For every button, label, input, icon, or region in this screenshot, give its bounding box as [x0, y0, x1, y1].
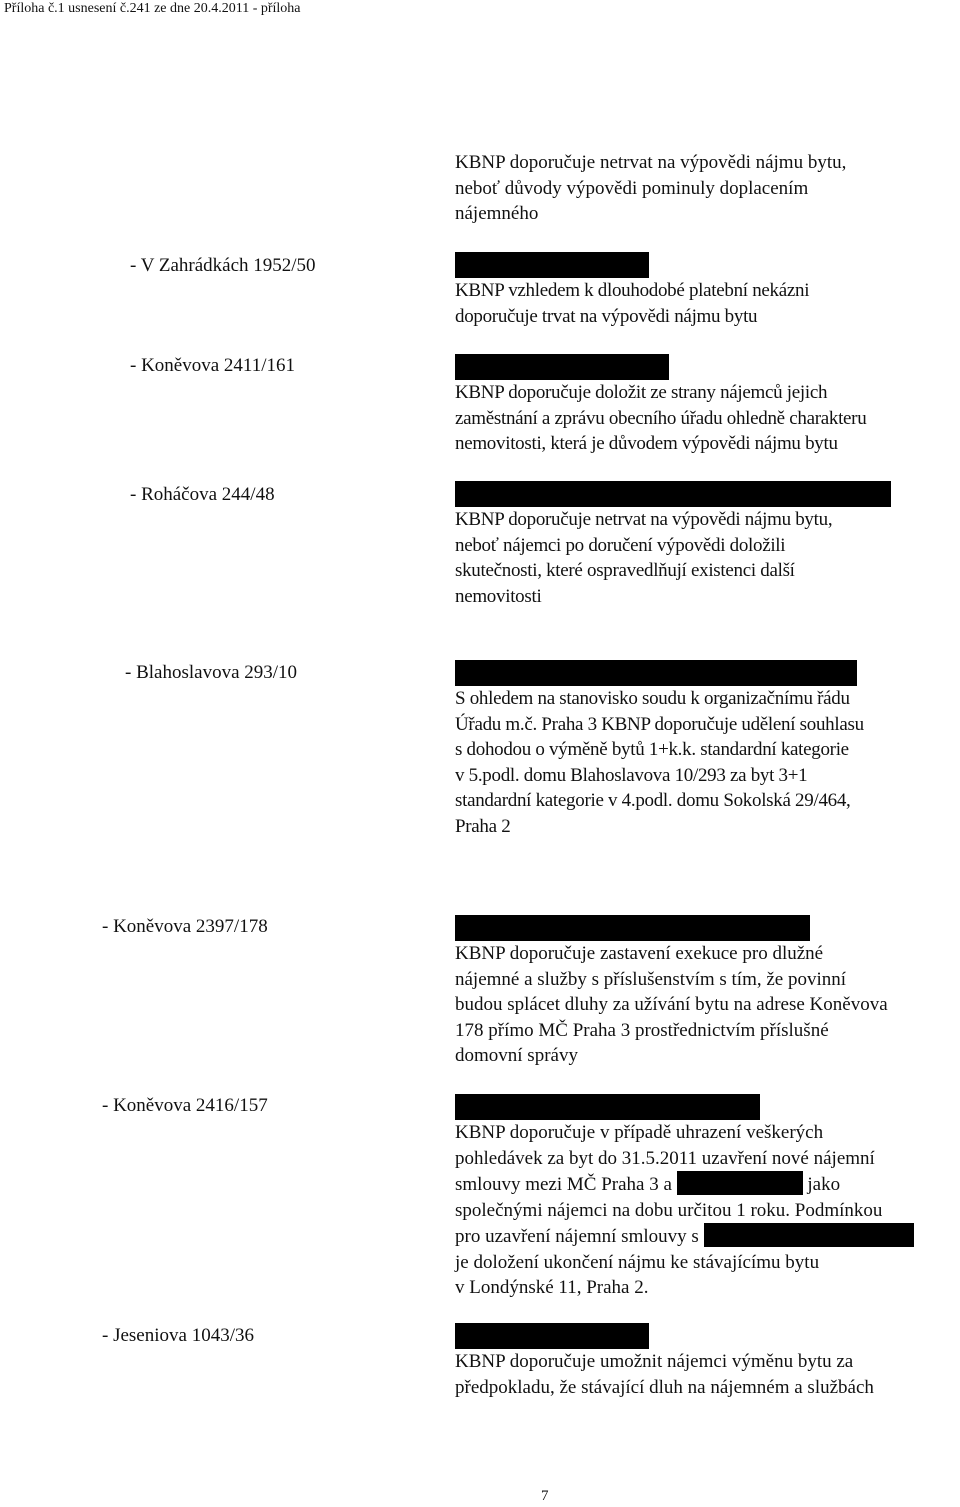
redaction-bar [455, 481, 891, 507]
address-label: - Blahoslavova 293/10 [125, 662, 298, 683]
recommendation-block [455, 354, 960, 457]
text-line: KBNP doporučuje umožnit nájemci výměnu bytu za [455, 1351, 854, 1372]
text-line: S ohledem na stanovisko soudu k organizačnímu řádu [455, 688, 850, 709]
text-line: v Londýnské 11, Praha 2. [455, 1277, 649, 1298]
redaction-bar [455, 252, 649, 278]
redaction-bar [455, 1323, 649, 1349]
recommendation-block [455, 252, 960, 329]
text-line: Praha 2 [455, 815, 511, 837]
recommendation-block [455, 1094, 960, 1301]
address-label: - Koněvova 2416/157 [102, 1095, 268, 1116]
redaction-bar [677, 1171, 803, 1195]
text-line: skutečnosti, které ospravedlňují existenci další [455, 560, 795, 581]
address-label: - Koněvova 2411/161 [130, 355, 295, 376]
text-line: Úřadu m.č. Praha 3 KBNP doporučuje udělení souhlasu [455, 713, 864, 735]
text-line: neboť důvody výpovědi pominuly doplacením [455, 177, 809, 199]
text-line: standardní kategorie v 4.podl. domu Sokolská 29/464, [455, 790, 851, 811]
recommendation-block [455, 150, 960, 227]
recommendation-block [455, 660, 960, 839]
text-line: KBNP doporučuje v případě uhrazení veškerých [455, 1122, 824, 1143]
recommendation-block [455, 1323, 960, 1400]
text-line: KBNP doporučuje doložit ze strany nájemců jejich [455, 382, 828, 403]
text-line: společnými nájemci na dobu určitou 1 roku. Podmínkou [455, 1199, 883, 1221]
redaction-bar [704, 1223, 914, 1247]
recommendation-block [455, 481, 960, 609]
address-label: - V Zahrádkách 1952/50 [130, 255, 316, 276]
text-line: nájemného [455, 203, 539, 224]
recommendation-block [455, 915, 960, 1069]
text-line: doporučuje trvat na výpovědi nájmu bytu [455, 305, 758, 327]
text-line: je doložení ukončení nájmu ke stávajícímu bytu [455, 1251, 820, 1273]
redaction-bar [455, 915, 810, 941]
text-line: domovní správy [455, 1045, 578, 1066]
page-header: Příloha č.1 usnesení č.241 ze dne 20.4.2011 - příloha [4, 1, 301, 16]
text-line: nájemné a služby s příslušenstvím s tím, že povinní [455, 968, 847, 990]
text-line: v 5.podl. domu Blahoslavova 10/293 za byt 3+1 [455, 764, 808, 786]
text-line: zaměstnání a zprávu obecního úřadu ohledně charakteru [455, 407, 867, 429]
text-line: nemovitosti [455, 585, 542, 607]
text-line: budou splácet dluhy za užívání bytu na adrese Koněvova [455, 994, 888, 1015]
text-line: 178 přímo MČ Praha 3 prostřednictvím příslušné [455, 1019, 829, 1041]
text-line: s dohodou o výměně bytů 1+k.k. standardní kategorie [455, 739, 849, 760]
text-line: KBNP doporučuje netrvat na výpovědi nájmu bytu, [455, 152, 847, 173]
text-line: KBNP doporučuje netrvat na výpovědi nájmu bytu, [455, 509, 833, 530]
text-line [455, 1223, 960, 1250]
redaction-bar [455, 1094, 760, 1120]
address-label: - Roháčova 244/48 [130, 484, 275, 505]
text-line: nemovitosti, která je důvodem výpovědi nájmu bytu [455, 433, 838, 454]
redaction-bar [455, 354, 669, 380]
text-fragment: smlouvy mezi MČ Praha 3 a [455, 1174, 672, 1195]
text-line: KBNP doporučuje zastavení exekuce pro dlužné [455, 943, 824, 964]
text-line [455, 1171, 960, 1198]
text-line: předpokladu, že stávající dluh na nájemném a službách [455, 1376, 874, 1398]
address-label: - Koněvova 2397/178 [102, 916, 268, 937]
page-number: 7 [541, 1488, 549, 1504]
text-line: KBNP vzhledem k dlouhodobé platební nekázni [455, 280, 810, 301]
text-line: pohledávek za byt do 31.5.2011 uzavření nové nájemní [455, 1147, 875, 1169]
text-line: neboť nájemci po doručení výpovědi doložili [455, 534, 786, 556]
text-fragment: pro uzavření nájemní smlouvy s [455, 1226, 699, 1247]
text-fragment: jako [807, 1174, 841, 1195]
address-label: - Jeseniova 1043/36 [102, 1325, 254, 1346]
redaction-bar [455, 660, 857, 686]
